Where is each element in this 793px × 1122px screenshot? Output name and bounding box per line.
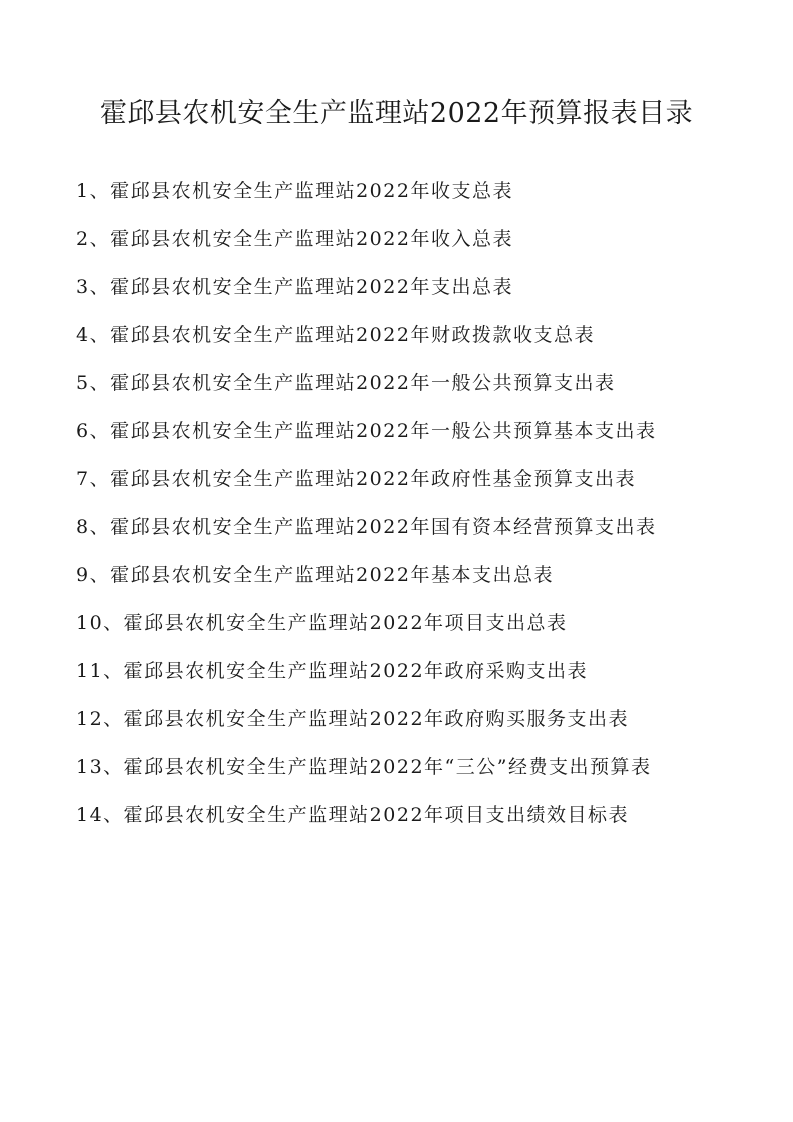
toc-item: 5、霍邱县农机安全生产监理站2022年一般公共预算支出表	[76, 372, 616, 394]
toc-item: 4、霍邱县农机安全生产监理站2022年财政拨款收支总表	[76, 324, 595, 346]
table-of-contents	[76, 172, 656, 844]
toc-item: 1、霍邱县农机安全生产监理站2022年收支总表	[76, 180, 513, 202]
toc-item: 6、霍邱县农机安全生产监理站2022年一般公共预算基本支出表	[76, 420, 657, 442]
toc-item: 8、霍邱县农机安全生产监理站2022年国有资本经营预算支出表	[76, 516, 657, 538]
toc-item: 14、霍邱县农机安全生产监理站2022年项目支出绩效目标表	[76, 804, 630, 826]
toc-item: 13、霍邱县农机安全生产监理站2022年“三公”经费支出预算表	[76, 756, 652, 778]
toc-item: 12、霍邱县农机安全生产监理站2022年政府购买服务支出表	[76, 708, 630, 730]
toc-item: 9、霍邱县农机安全生产监理站2022年基本支出总表	[76, 564, 554, 586]
toc-item: 11、霍邱县农机安全生产监理站2022年政府采购支出表	[76, 660, 589, 682]
toc-item: 2、霍邱县农机安全生产监理站2022年收入总表	[76, 228, 513, 250]
toc-item: 7、霍邱县农机安全生产监理站2022年政府性基金预算支出表	[76, 468, 636, 490]
toc-item: 3、霍邱县农机安全生产监理站2022年支出总表	[76, 276, 513, 298]
document-title: 霍邱县农机安全生产监理站2022年预算报表目录	[99, 98, 694, 129]
toc-item: 10、霍邱县农机安全生产监理站2022年项目支出总表	[76, 612, 568, 634]
